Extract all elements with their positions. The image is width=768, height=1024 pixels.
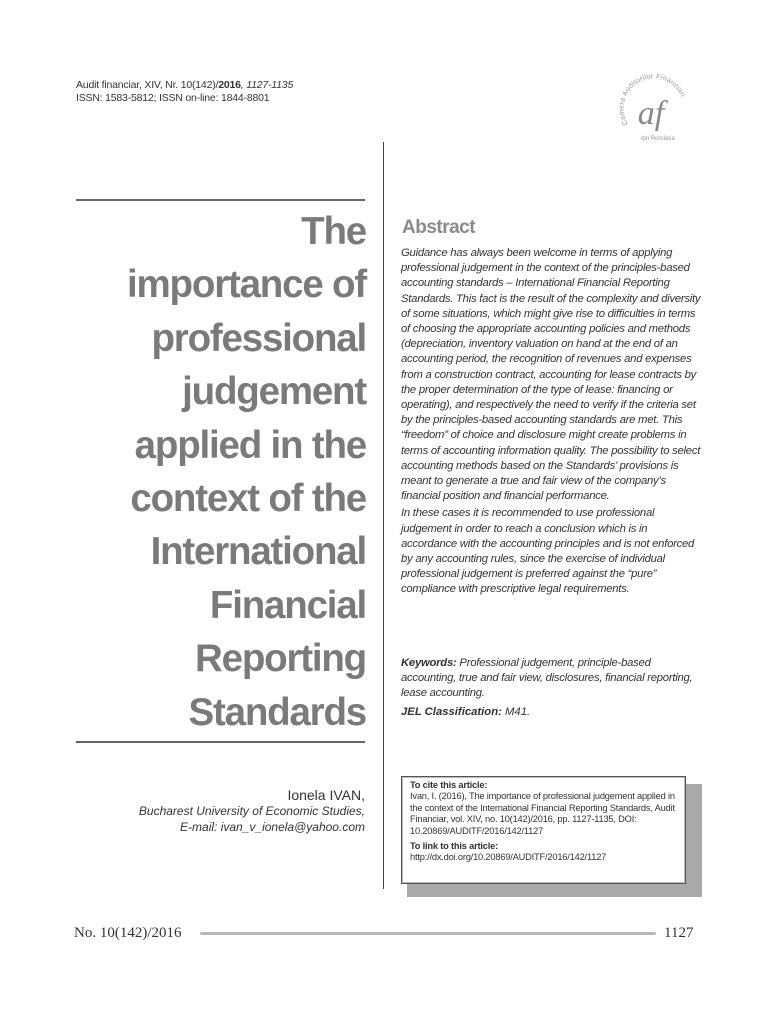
jel-code: M41. — [501, 706, 531, 718]
title-line: judgement — [182, 370, 366, 414]
journal-logo — [608, 62, 700, 154]
jel-classification — [401, 706, 530, 718]
journal-citation: Audit financiar, XIV, Nr. 10(142)/2016, 1127-1135 — [76, 79, 294, 91]
abstract-paragraph: In these cases it is recommended to use professional judgement in order to reach a conclusion which is in accordance with the accounting principles and is not enforced by any accounting rules, since the exercise of individual professional judgement is preferred against the “pure” compliance with prescriptive legal requirements. — [401, 507, 695, 596]
title-line: professional — [151, 316, 366, 360]
keywords-label: Keywords: — [401, 657, 457, 669]
title-line: applied in the — [134, 423, 366, 467]
logo-subtext: din România — [641, 136, 675, 142]
jel-label: JEL Classification: — [401, 706, 502, 718]
title-bottom-rule — [76, 741, 365, 743]
abstract-heading: Abstract — [402, 217, 476, 238]
doi-link[interactable]: http://dx.doi.org/10.20869/AUDITF/2016/142/1127 — [410, 852, 607, 863]
journal-header — [76, 79, 293, 105]
keywords — [401, 656, 701, 701]
logo-monogram: af — [637, 95, 665, 132]
title-line: International — [150, 530, 366, 574]
title-line: Standards — [188, 690, 366, 734]
title-line: The — [301, 210, 366, 253]
abstract-paragraph: Guidance has always been welcome in terms of applying professional judgement in the context of the principles-based accounting standards – International Financial Reporting Standards. This fact is the result of the complexity and diversity of some situations, which might give rise to difficulties in terms of choosing the appropriate accounting policies and methods (depreciation, inventory valuation on hand at the end of an accounting period, the recognition of revenues and expenses from a construction contract, accounting for lease contracts by the proper determination of the type of lease: financing or operating), and respectively the need to verify if the criteria set by the principles-based accounting standards are met. This “freedom” of choice and disclosure might create problems in terms of accounting information quality. The possibility to select accounting methods based on the Standards’ provisions is meant to generate a true and fair view of the company’s financial position and financial performance. — [401, 247, 701, 503]
footer-issue: No. 10(142)/2016 — [74, 925, 182, 941]
author-block — [120, 787, 365, 835]
keywords-text: Professional judgement, principle-based accounting, true and fair view, disclosures, financial reporting, lease accounting. — [401, 657, 693, 699]
footer-page-number: 1127 — [664, 925, 694, 941]
title-line: context of the — [130, 477, 366, 521]
journal-issn: ISSN: 1583-5812; ISSN on-line: 1844-8801 — [76, 92, 270, 104]
logo-ring-text: Camera Auditorilor Financiari — [618, 73, 687, 127]
cite-heading: To cite this article: — [410, 780, 488, 790]
link-heading: To link to this article: — [410, 841, 499, 852]
title-line: Financial — [209, 583, 366, 627]
author-name: Ionela IVAN, — [287, 787, 365, 803]
footer-rule — [200, 932, 656, 935]
column-divider — [383, 142, 384, 889]
title-line: Reporting — [195, 637, 366, 681]
title-line: importance of — [127, 263, 366, 307]
title-top-rule — [76, 199, 365, 201]
cite-box — [401, 776, 686, 884]
abstract-body — [401, 246, 701, 600]
author-affiliation: Bucharest University of Economic Studies, — [138, 804, 365, 818]
article-title — [70, 205, 366, 739]
author-email[interactable]: E-mail: ivan_v_ionela@yahoo.com — [180, 820, 365, 834]
cite-text: Ivan, I. (2016), The importance of professional judgement applied in the context of the International Financial Reporting Standards, Audit Financiar, vol. XIV, no. 10(142)/2016, pp. 1127-1135, DOI: 10.20869/AUDITF/2016/142/1127 — [410, 791, 675, 836]
